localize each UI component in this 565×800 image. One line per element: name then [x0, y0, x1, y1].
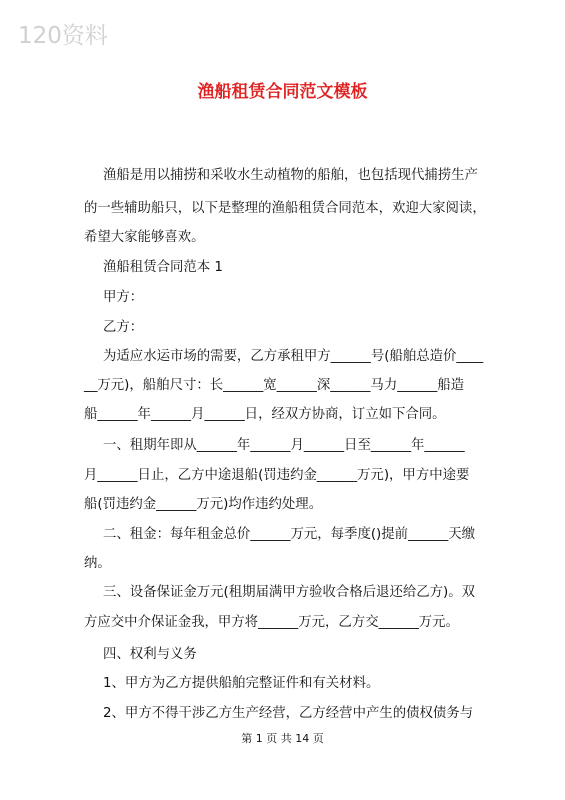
document-title: 渔船租赁合同范文模板 — [197, 82, 368, 102]
body-line: 船(罚违约金______万元)均作违约处理。 — [84, 497, 323, 512]
section-heading: 渔船租赁合同范本 1 — [86, 260, 223, 275]
body-line: 月______日止，乙方中途退船(罚违约金______万元)，甲方中途要 — [84, 468, 470, 483]
body-line: 为适应水运市场的需要，乙方承租甲方______号(船舶总造价____ — [86, 349, 484, 364]
body-line: 1、甲方为乙方提供船舶完整证件和有关材料。 — [86, 676, 380, 691]
body-line: 纳。 — [84, 556, 111, 571]
page-number: 第 1 页 共 14 页 — [241, 732, 324, 745]
clause-1: 一、租期年即从______年______月______日至______年______ — [86, 438, 465, 453]
body-line: 方应交中介保证金我，甲方将______万元，乙方交______万元。 — [84, 615, 459, 630]
clause-4: 四、权利与义务 — [86, 647, 197, 662]
body-line: 2、甲方不得干涉乙方生产经营，乙方经营中产生的债权债务与 — [86, 706, 474, 721]
party-a-label: 甲方： — [86, 290, 144, 305]
party-b-label: 乙方： — [86, 320, 144, 335]
body-line: __万元)，船舶尺寸：长______宽______深______马力______船造 — [84, 378, 465, 393]
body-line: 船______年______月______日，经双方协商，订立如下合同。 — [84, 407, 446, 422]
clause-3: 三、设备保证金万元(租期届满甲方验收合格后退还给乙方)。双 — [86, 585, 476, 600]
clause-2: 二、租金：每年租金总价______万元，每季度()提前______天缴 — [86, 527, 476, 542]
body-line: 的一些辅助船只，以下是整理的渔船租赁合同范本，欢迎大家阅读， — [84, 201, 486, 216]
body-line: 希望大家能够喜欢。 — [84, 230, 205, 245]
body-line: 渔船是用以捕捞和采收水生动植物的船舶，也包括现代捕捞生产 — [86, 168, 478, 183]
watermark: 120资料 — [18, 23, 108, 49]
